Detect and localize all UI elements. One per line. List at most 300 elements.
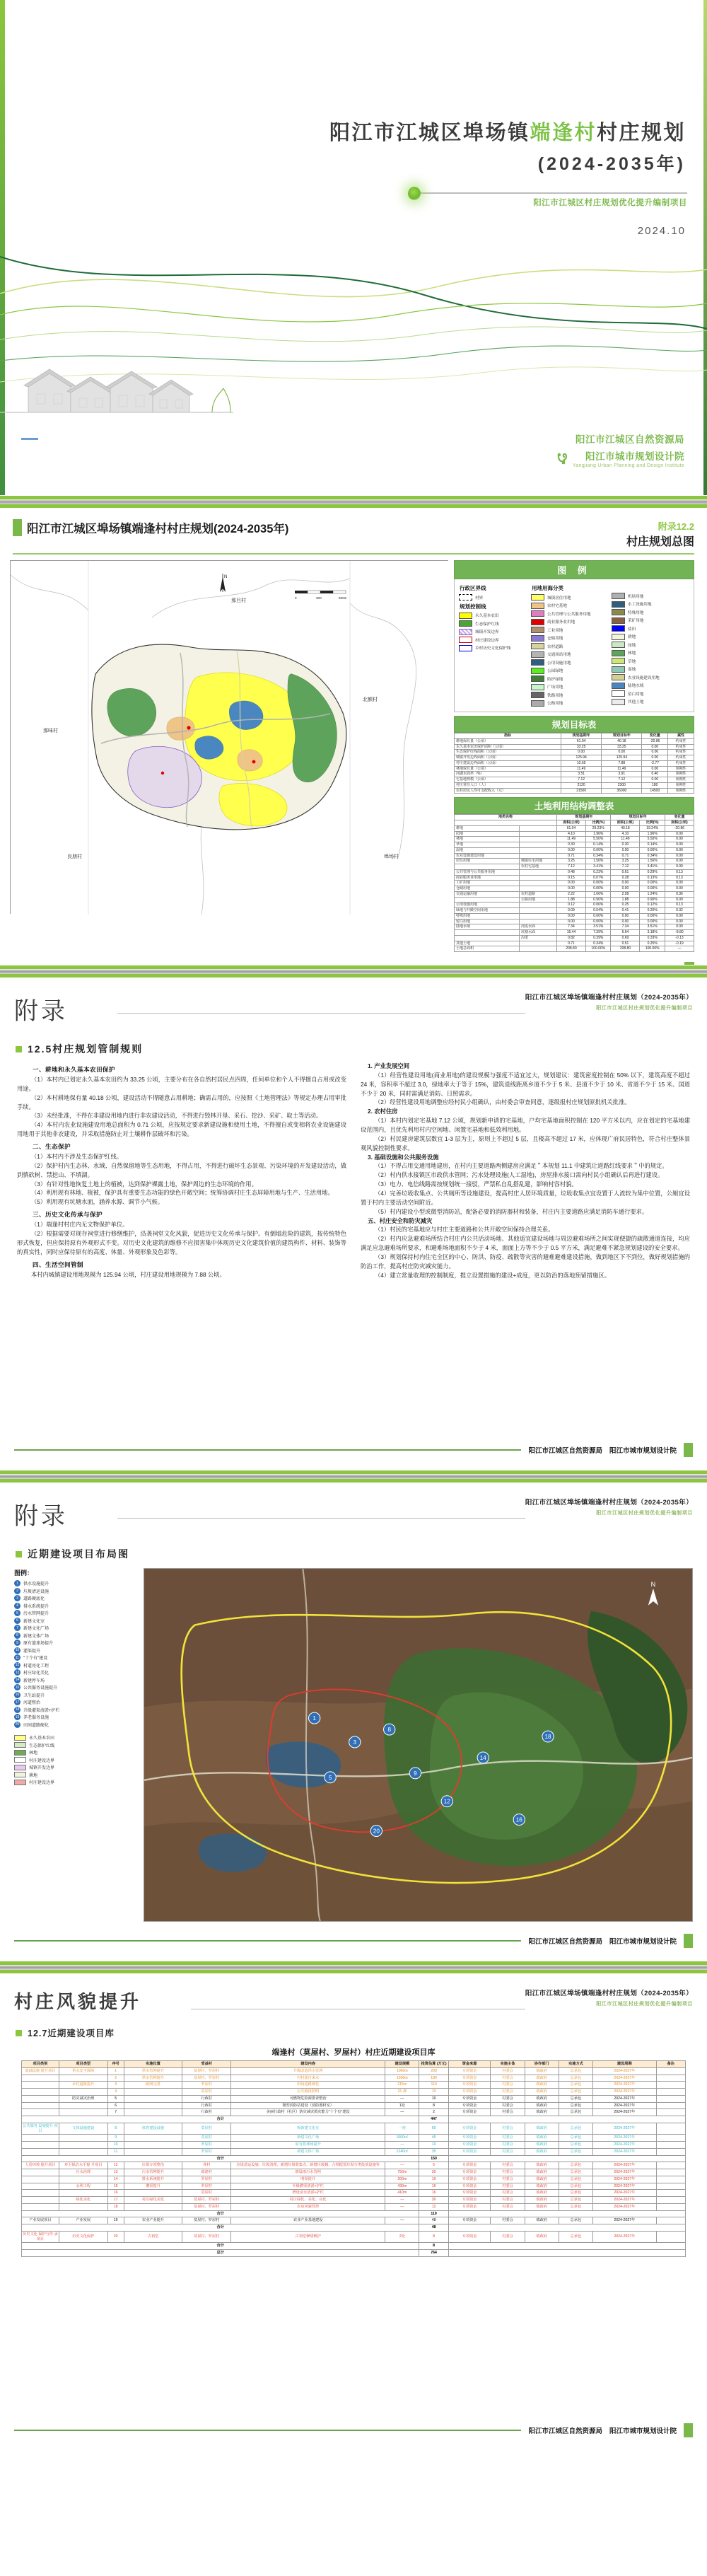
landuse-cell: 1.96%	[640, 831, 665, 837]
landuse-cell: 0.00	[665, 864, 694, 870]
landuse-cell: 0.30	[611, 842, 640, 848]
landuse-cell	[519, 831, 556, 837]
near-term-projects-slide	[0, 1487, 707, 1961]
legend-area-label: 永久基本农田	[29, 1736, 55, 1741]
landuse-cell: 0.15	[556, 875, 585, 881]
project-cell-content: 新建文化广场	[231, 2135, 385, 2142]
summary-label: 合计	[22, 2210, 419, 2217]
goal-cell: 11.49	[561, 766, 602, 772]
appendix-meta-project: 阳江市江城区村庄规划优化提升编制项目	[596, 1006, 693, 1011]
landuse-subheader: 面积(公顷)	[556, 820, 585, 826]
project-cell-cat	[22, 2203, 59, 2210]
project-cell-body: 村委会	[491, 2176, 525, 2183]
table-row	[455, 897, 694, 903]
project-cell-period: 2024-2027年	[593, 2075, 657, 2082]
legend-item	[612, 625, 689, 632]
landuse-cell	[519, 837, 556, 842]
landuse-cell: -20.86	[665, 825, 694, 831]
landuse-cell	[519, 825, 556, 831]
map-slide-title-block	[13, 519, 288, 536]
goal-table-header: 指标	[455, 733, 561, 739]
project-cell-content: 村庄绿化、美化、亮化	[231, 2197, 385, 2204]
table-row	[22, 2190, 686, 2197]
legend-area-label: 村庄建设边界	[29, 1781, 55, 1785]
landuse-cell: 0.00%	[640, 913, 665, 919]
project-cell-way: 总承包	[559, 2162, 592, 2169]
legend-point-item	[14, 1714, 138, 1720]
project-cell-content: 农业产业基地建设	[231, 2217, 385, 2224]
project-cell-note	[656, 2102, 685, 2109]
svg-text:5: 5	[328, 1774, 332, 1781]
landuse-cell: 城镇住宅用地	[519, 859, 556, 864]
project-cell-cost: 60	[419, 2123, 448, 2135]
footer-institute: 阳江市城市规划设计院	[609, 1938, 677, 1946]
landuse-cell: 2.22	[556, 891, 585, 897]
project-cell-loc: 农业产业提升	[124, 2217, 182, 2224]
project-cell-note	[656, 2197, 685, 2204]
legend-swatch	[612, 666, 625, 673]
landuse-cell: 0.69	[611, 935, 640, 941]
project-cell-scale: 1600m	[385, 2075, 419, 2082]
project-cell-scale: —	[385, 2109, 419, 2116]
body-paragraph: （3）有针对性地恢复土地上的植被，达到保护裸露土地，保护周边的生态环境的作用。	[31, 1180, 257, 1188]
project-cell-period: 2024-2027年	[593, 2109, 657, 2116]
cover-institute	[555, 448, 684, 468]
table-row	[455, 755, 694, 761]
legend-point-item	[14, 1707, 138, 1713]
landuse-cell: 3.51%	[586, 924, 611, 930]
summary-cost: 119	[419, 2210, 448, 2217]
landuse-cell: 0.71	[556, 853, 585, 859]
goal-cell: 预期性	[668, 766, 694, 772]
project-cell-content: 可燃物危险源排查整治	[231, 2095, 385, 2102]
goal-cell: 约束性	[668, 755, 694, 761]
legend-point-label: 新建停车场	[23, 1678, 45, 1683]
legend-area-item	[14, 1779, 138, 1785]
goal-cell: 3.91	[602, 772, 642, 777]
legend-label: 城镇开发边界	[475, 630, 499, 634]
goal-table-header: 属性	[668, 733, 694, 739]
planning-map-svg	[11, 561, 449, 915]
project-cell-note	[656, 2183, 685, 2190]
legend-label: 农村道路	[547, 644, 563, 649]
body-paragraph: （2）本村耕地保有量 40.18 公顷，建设活动不得随意占用耕地；确需占用的，应按照《土地管理法》等规定办理占用审批手续。	[17, 1093, 346, 1110]
summary-label: 总计	[22, 2250, 419, 2257]
project-cell-vil: 罗屋村	[182, 2148, 231, 2155]
project-cell-way: 总承包	[559, 2142, 592, 2149]
landuse-cell	[455, 864, 520, 870]
appendix-meta	[525, 992, 693, 1011]
map-marker-icon: 18	[15, 1707, 20, 1712]
summary-blank	[448, 2243, 685, 2250]
landuse-cell: 3.41%	[640, 864, 665, 870]
project-cell-scale: 200m	[385, 2176, 419, 2183]
map-marker-icon: 19	[15, 1715, 20, 1719]
project-cell-no: 2	[107, 2075, 124, 2082]
heading-marker	[16, 1046, 22, 1052]
landuse-cell: 100.00%	[640, 946, 665, 952]
project-cell-loc: 供水管网提升	[124, 2067, 182, 2075]
landuse-cell: 0.12	[556, 903, 585, 908]
appendix2-meta	[525, 1497, 693, 1516]
project-cell-cost: 30	[419, 2197, 448, 2204]
project-cell-vil: 罗屋村	[182, 2142, 231, 2149]
svg-text:0: 0	[295, 596, 297, 600]
landuse-cell: 1.88	[611, 897, 640, 903]
project-cell-vil: 各村	[182, 2162, 231, 2169]
project-cell-type	[59, 2176, 107, 2183]
project-cell-fund: 专项资金	[448, 2123, 491, 2135]
project-cell-no: 19	[107, 2217, 124, 2224]
legend-swatch	[612, 690, 625, 697]
landuse-cell: 草地	[455, 842, 520, 848]
legend-label: 园地	[628, 643, 636, 648]
landuse-cell	[519, 853, 556, 859]
project-cell-cat: 历史文化 保护与传 承项目	[22, 2231, 59, 2243]
body-paragraph: （2）保护村内生态林、水域、自然保留地等生态用地，不得占用，不得进行破坏生态景观、污染环境的开发建设活动，做到慎砍树、禁挖山、不填湖。	[17, 1161, 346, 1178]
table-row	[455, 859, 694, 864]
legend-point-item	[14, 1692, 138, 1698]
landuse-cell: 陆地水域	[455, 924, 520, 930]
project-cell-vil: 罗屋村	[182, 2082, 231, 2089]
legend-point-item	[14, 1595, 138, 1601]
svg-text:20: 20	[373, 1828, 380, 1835]
map-marker-icon: 5	[14, 1610, 21, 1616]
legend-landuse-right	[612, 583, 689, 708]
project-cell-cost: 2	[419, 2109, 448, 2116]
green-dot-icon	[408, 187, 421, 200]
project-cell-vil: 莫屋村、罗屋村	[182, 2067, 231, 2075]
landuse-cell: 7.12	[556, 864, 585, 870]
body-paragraph: （1）经营性建设用地(商业用地)的建设规模与强度不适宜过大，规划建议：建筑密度控制在 50% 以下，建筑高度不超过 24 米，容积率不超过 3.0，绿地率大于等于 15%，建筑退线距离乡道不少于 5 米、县道不少于 10 米、省道不少于 15 米、国道不少于 20 米，同时需满足消防、日照需求。	[361, 1071, 690, 1097]
legend-point-label: 卫生站提升	[23, 1693, 45, 1698]
landuse-cell: 0.33%	[640, 935, 665, 941]
project-cell-body: 村委会	[491, 2109, 525, 2116]
project-cell-content: 新建文体广场	[231, 2148, 385, 2155]
legend-label: 其他土地	[628, 700, 644, 704]
legend-swatch	[531, 651, 544, 658]
table-subheader-row	[455, 820, 694, 826]
landuse-cell: 0.06%	[586, 903, 611, 908]
project-cell-no: 13	[107, 2169, 124, 2176]
project-cell-fund: 专项资金	[448, 2095, 491, 2102]
legend-item	[459, 620, 527, 627]
landuse-cell: 工矿用地	[455, 881, 520, 886]
map-slide-appendix-block	[626, 519, 694, 549]
landuse-cell: 0.00%	[586, 913, 611, 919]
project-cell-body: 村委会	[491, 2148, 525, 2155]
project-cell-note	[656, 2095, 685, 2102]
landuse-cell: 0.00	[611, 886, 640, 892]
project-cell-period: 2024-2027年	[593, 2197, 657, 2204]
table-row	[455, 886, 694, 892]
legend-item	[531, 619, 609, 625]
landuse-cell: 0.90%	[640, 897, 665, 903]
landuse-cell	[519, 908, 556, 914]
project-cell-period: 2024-2027年	[593, 2203, 657, 2210]
landuse-cell: 公共管理与公共服务用地	[455, 869, 520, 875]
legend-swatch-eco-redline	[459, 620, 472, 627]
project-table-header: 建设内容	[231, 2061, 385, 2068]
goal-cell: 永久基本农田保护面积（公顷）	[455, 744, 561, 750]
legend-point-item	[14, 1588, 138, 1594]
goal-table	[454, 733, 694, 794]
legend-swatch	[612, 617, 625, 624]
goal-cell: 村庄建设边界面积（公顷）	[455, 760, 561, 766]
project-cell-body: 村委会	[491, 2203, 525, 2210]
project-cell-way: 总承包	[559, 2148, 592, 2155]
goal-cell: 预期性	[668, 772, 694, 777]
project-cell-dept: 镇政府	[525, 2067, 559, 2075]
goal-cell: 7.12	[561, 777, 602, 783]
project-cell-fund: 专项资金	[448, 2203, 491, 2210]
table-row	[22, 2095, 686, 2102]
project-table-header: 协作部门	[525, 2061, 559, 2068]
project-table-caption: 端逢村（莫屋村、罗屋村）村庄近期建设项目库	[271, 2048, 436, 2057]
summary-cost: 447	[419, 2116, 448, 2123]
planning-map[interactable]	[10, 560, 448, 914]
goal-cell: 61.04	[561, 738, 602, 744]
legend-swatch	[531, 659, 544, 666]
legend-label: 采矿用地	[628, 619, 644, 623]
legend-point-label: 新建文化室	[23, 1619, 45, 1624]
project-cell-scale: —	[385, 2095, 419, 2102]
legend-point-item	[14, 1722, 138, 1728]
cover-date: 2024.10	[637, 225, 686, 237]
project-cell-scale: 1240㎡	[385, 2148, 419, 2155]
project-cell-cost: 10	[419, 2142, 448, 2149]
goal-cell: 125.94	[602, 755, 642, 761]
appendix-text-slide	[0, 982, 707, 1470]
landuse-cell: 0.04%	[586, 908, 611, 914]
landuse-cell: 0.00	[611, 881, 640, 886]
appendix2-rule	[117, 1518, 525, 1519]
legend-landuse-left	[531, 583, 609, 708]
landuse-cell: 0.07%	[586, 875, 611, 881]
legend-item	[612, 674, 689, 680]
body-paragraph: （1）本村内不涉及生态保护红线。	[31, 1153, 123, 1161]
goal-cell: 约束性	[668, 744, 694, 750]
project-cell-no: 6	[107, 2102, 124, 2109]
landuse-cell: 0.00	[665, 831, 694, 837]
project-library-table	[21, 2060, 686, 2257]
map-marker-icon: 13	[15, 1670, 20, 1675]
legend-label: 耕地	[628, 635, 636, 639]
cover-org-name: 阳江市江城区自然资源局	[575, 434, 684, 445]
legend-label: 机场用地	[628, 594, 644, 599]
table-header-row	[455, 815, 694, 820]
project-cell-type	[59, 2135, 107, 2142]
summary-cost: 8	[419, 2243, 448, 2250]
project-cell-cat: 基础设施 提升项目	[22, 2067, 59, 2075]
legend-area-swatch	[14, 1742, 26, 1748]
landuse-cell: 0.00%	[640, 919, 665, 924]
project-cell-type	[59, 2190, 107, 2197]
legend-label: 农业设施建设用地	[628, 675, 660, 680]
goal-table-title: 规划目标表	[454, 716, 694, 733]
goal-cell: 村庄常住人口（人）	[455, 782, 561, 788]
landuse-cell: 0.13	[665, 875, 694, 881]
project-cell-dept: 镇政府	[525, 2148, 559, 2155]
project-cell-dept: 镇政府	[525, 2075, 559, 2082]
landuse-cell: 0.09	[556, 908, 585, 914]
legend-item	[612, 658, 689, 664]
project-cell-scale: 410m	[385, 2190, 419, 2197]
project-cell-cat: 产业发展项目	[22, 2217, 59, 2224]
appendix2-meta-title: 阳江市江城区埠场镇端逢村村庄规划（2024-2035年）	[525, 1499, 693, 1507]
landuse-cell: 0.30	[556, 842, 585, 848]
project-cell-dept: 镇政府	[525, 2203, 559, 2210]
legend-item	[531, 675, 609, 682]
legend-point-label: 田间道路硬化	[23, 1723, 49, 1728]
goal-cell: 10.65	[561, 760, 602, 766]
body-paragraph: （4）完善垃圾收集点、公共厕所等设施建设，提高村庄人居环境质量，垃圾收集点宜设置于人流较为集中位置，公厕宜设置于村内主要活动空间附近。	[361, 1190, 690, 1206]
project-cell-scale: 21 盏	[385, 2089, 419, 2096]
goal-table-header: 变化量	[642, 733, 668, 739]
appendix-name: 村庄规划总图	[626, 536, 694, 548]
project-cell-dept: 镇政府	[525, 2190, 559, 2197]
cover-institute-cn: 阳江市城市规划设计院	[585, 451, 684, 462]
legend-swatch-urban-boundary	[459, 629, 472, 635]
project-cell-way: 总承包	[559, 2176, 592, 2183]
landuse-cell: 208.80	[611, 946, 640, 952]
table-row	[455, 782, 694, 788]
project-cell-period: 2024-2027年	[593, 2089, 657, 2096]
landuse-cell: 留白用地	[455, 919, 520, 924]
landuse-cell	[519, 886, 556, 892]
landuse-cell: 0.00	[665, 881, 694, 886]
project-cell-vil: 行政村	[182, 2095, 231, 2102]
landuse-cell	[519, 919, 556, 924]
project-cell-no: 5	[107, 2095, 124, 2102]
project-cell-content: 古祠堂修缮维护	[231, 2231, 385, 2243]
legend-area-swatch	[14, 1772, 26, 1777]
landuse-cell: 6.64	[611, 930, 640, 936]
legend-item	[531, 635, 609, 642]
landuse-cell: 0.13	[665, 869, 694, 875]
project-cell-note	[656, 2075, 685, 2082]
appendix-columns	[0, 1056, 707, 1280]
project-cell-type: 文体设施建设	[59, 2123, 107, 2135]
project-cell-scale: 2处	[385, 2231, 419, 2243]
summary-blank	[448, 2224, 685, 2232]
project-cell-way: 总承包	[559, 2135, 592, 2142]
project-cell-cat	[22, 2176, 59, 2183]
landuse-cell: 土地总面积	[455, 946, 520, 952]
aerial-project-map[interactable]	[144, 1568, 693, 1922]
svg-text:1: 1	[312, 1715, 316, 1722]
project-cell-cat: 公共服务 设施提升 项目	[22, 2123, 59, 2135]
project-cell-way: 总承包	[559, 2095, 592, 2102]
landuse-cell: 0.00	[611, 913, 640, 919]
landuse-cell: 1.06%	[586, 891, 611, 897]
project-cell-type: 水利工程	[59, 2183, 107, 2190]
legend-label: 乡村历史文化保护线	[475, 646, 511, 651]
legend-point-label: 新建文体广场	[23, 1634, 49, 1639]
landuse-cell: 0.36	[665, 891, 694, 897]
table-row	[22, 2176, 686, 2183]
svg-text:N: N	[650, 1580, 656, 1588]
goal-cell: 0.00	[642, 766, 668, 772]
table-row	[455, 825, 694, 831]
table-row	[455, 930, 694, 936]
project-cell-content: 明渠提升	[231, 2176, 385, 2183]
landuse-cell: 0.00	[556, 913, 585, 919]
landuse-cell	[519, 881, 556, 886]
body-paragraph: （3）未经批准，不得在非建设用地内进行非农建设活动，不得进行毁林开垦、采石、挖沙、采矿、取土等活动。	[31, 1112, 322, 1120]
project-table-header: 实施主体	[491, 2061, 525, 2068]
cover-title	[329, 120, 686, 146]
landuse-cell: 0.00	[665, 897, 694, 903]
table-row	[22, 2183, 686, 2190]
project-cell-cost: 10	[419, 2089, 448, 2096]
project-cell-period: 2024-2027年	[593, 2123, 657, 2135]
legend-item	[531, 627, 609, 633]
table-row	[22, 2203, 686, 2210]
legend-item	[612, 601, 689, 608]
project-cell-body: 村委会	[491, 2067, 525, 2075]
legend-swatch	[531, 675, 544, 682]
project-cell-loc	[124, 2109, 182, 2116]
cover-institute-en: Yangjiang Urban Planning and Design Institute	[572, 463, 684, 468]
project-cell-body: 村委会	[491, 2197, 525, 2204]
svg-text:600m: 600m	[339, 596, 347, 600]
goal-cell: 0.00	[561, 750, 602, 755]
project-cell-no: 7	[107, 2109, 124, 2116]
appendix2-footer	[0, 1934, 707, 1948]
legend-control-col	[459, 583, 527, 708]
map-marker-icon: 10	[15, 1648, 20, 1652]
project-cell-no: 14	[107, 2176, 124, 2183]
legend-label: 广场用地	[547, 685, 563, 690]
slide-divider-band	[0, 1470, 707, 1487]
project-cell-content: 原有篮球场提升	[231, 2142, 385, 2149]
landuse-subheader: 比例(%)	[640, 820, 665, 826]
legend-point-item	[14, 1654, 138, 1661]
appendix3-heading: 12.7近期建设项目库	[28, 2029, 115, 2038]
summary-cost: 48	[419, 2224, 448, 2232]
landuse-cell: 15.44	[556, 930, 585, 936]
project-cell-way: 总承包	[559, 2169, 592, 2176]
legend-label: 农村宅基地	[547, 604, 567, 608]
legend-item	[531, 668, 609, 674]
project-cell-content: 升级灌渠清淤+护栏	[231, 2183, 385, 2190]
legend-item	[612, 609, 689, 615]
legend-point-item	[14, 1662, 138, 1669]
legend-point-label: 垃圾清运设施	[23, 1589, 49, 1594]
table-row	[455, 847, 694, 853]
landuse-cell: 0.13%	[640, 875, 665, 881]
project-cell-cat	[22, 2089, 59, 2096]
table-row	[455, 935, 694, 941]
goal-cell: 7.12	[602, 777, 642, 783]
appendix2-heading: 近期建设项目布局图	[28, 1548, 129, 1560]
legend-item	[459, 594, 527, 601]
appendix2-meta-project: 阳江市江城区村庄规划优化提升编制项目	[596, 1511, 693, 1516]
project-table-header: 实施位置	[124, 2061, 182, 2068]
project-cell-cat	[22, 2095, 59, 2102]
project-cell-body: 村委会	[491, 2075, 525, 2082]
table-row	[455, 777, 694, 783]
project-cell-period: 2024-2027年	[593, 2142, 657, 2149]
project-table-header: 项目类型	[59, 2061, 107, 2068]
body-paragraph: （5）村内建设小型或微型消防站，配备必要的消防器材和装备，村庄内主要道路应满足消防车通行要求。	[375, 1207, 648, 1215]
project-cell-note	[656, 2123, 685, 2135]
legend-area-item	[14, 1749, 138, 1756]
project-cell-type	[59, 2089, 107, 2096]
landuse-header: 规划目标年	[611, 815, 665, 820]
project-cell-fund: 专项资金	[448, 2197, 491, 2204]
